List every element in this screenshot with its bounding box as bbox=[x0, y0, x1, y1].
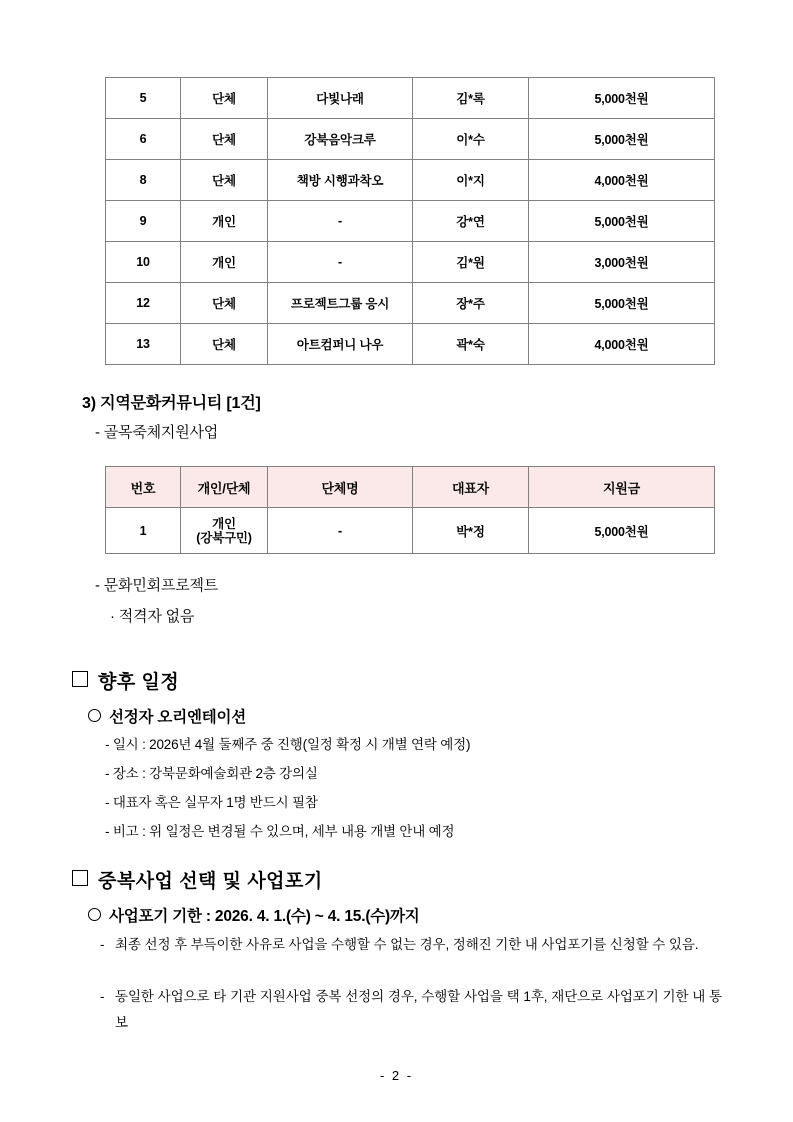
cell-type bbox=[181, 508, 268, 554]
cell-org: 프로젝트그룹 응시 bbox=[268, 283, 413, 324]
checkbox-square-icon bbox=[72, 870, 88, 886]
schedule-sub-heading bbox=[88, 705, 246, 727]
col-header-no: 번호 bbox=[106, 467, 181, 508]
cell-type-line2: (강북구민) bbox=[196, 530, 252, 545]
cell-no: 13 bbox=[106, 324, 181, 365]
schedule-section-heading-label: 향후 일정 bbox=[98, 672, 180, 693]
section-3-subitem-2-note: · 적격자 없음 bbox=[110, 608, 195, 625]
circle-bullet-icon bbox=[88, 709, 101, 722]
cell-amount: 5,000천원 bbox=[529, 119, 715, 160]
cell-no: 9 bbox=[106, 201, 181, 242]
cell-rep: 이*지 bbox=[413, 160, 529, 201]
cell-rep: 이*수 bbox=[413, 119, 529, 160]
withdraw-section-heading bbox=[72, 866, 323, 893]
table-2 bbox=[105, 466, 715, 554]
cell-no: 10 bbox=[106, 242, 181, 283]
section-3-subitem-2: - 문화민회프로젝트 bbox=[95, 577, 219, 594]
table-1-body bbox=[106, 78, 715, 365]
cell-org: 강북음악크루 bbox=[268, 119, 413, 160]
cell-rep: 박*정 bbox=[413, 508, 529, 554]
col-header-org: 단체명 bbox=[268, 467, 413, 508]
col-header-type: 개인/단체 bbox=[181, 467, 268, 508]
cell-type: 개인 bbox=[181, 201, 268, 242]
cell-no: 8 bbox=[106, 160, 181, 201]
cell-type: 단체 bbox=[181, 283, 268, 324]
dash-bullet-icon: - bbox=[100, 937, 105, 952]
section-3-heading: 3) 지역문화커뮤니티 [1건] bbox=[82, 395, 261, 412]
schedule-item-4: - 비고 : 위 일정은 변경될 수 있으며, 세부 내용 개별 안내 예정 bbox=[105, 824, 455, 839]
table-row bbox=[106, 119, 715, 160]
cell-type: 단체 bbox=[181, 78, 268, 119]
schedule-item-3: - 대표자 혹은 실무자 1명 반드시 필참 bbox=[105, 795, 318, 810]
cell-org: 아트컴퍼니 나우 bbox=[268, 324, 413, 365]
col-header-amount: 지원금 bbox=[529, 467, 715, 508]
table-row bbox=[106, 283, 715, 324]
col-header-rep: 대표자 bbox=[413, 467, 529, 508]
cell-org: 다빛나래 bbox=[268, 78, 413, 119]
table-row bbox=[106, 160, 715, 201]
page-number: - 2 - bbox=[379, 1068, 414, 1083]
withdraw-sub-heading-label: 사업포기 기한 : 2026. 4. 1.(수) ~ 4. 15.(수)까지 bbox=[109, 908, 420, 925]
withdraw-item-2 bbox=[100, 984, 722, 1036]
withdraw-item-1-text: 최종 선정 후 부득이한 사유로 사업을 수행할 수 없는 경우, 정해진 기한 내 사업포기를 신청할 수 있음. bbox=[115, 937, 699, 952]
cell-org: - bbox=[268, 508, 413, 554]
withdraw-section-heading-label: 중복사업 선택 및 사업포기 bbox=[98, 871, 323, 892]
cell-org: - bbox=[268, 242, 413, 283]
cell-amount: 5,000천원 bbox=[529, 201, 715, 242]
schedule-item-2: - 장소 : 강북문화예술회관 2층 강의실 bbox=[105, 766, 318, 781]
table-row bbox=[106, 78, 715, 119]
cell-no: 12 bbox=[106, 283, 181, 324]
cell-amount: 5,000천원 bbox=[529, 78, 715, 119]
cell-type-line1: 개인 bbox=[212, 516, 236, 531]
table-2-body bbox=[106, 508, 715, 554]
schedule-section-heading bbox=[72, 667, 179, 694]
section-3-subitem-1: - 골목죽체지원사업 bbox=[95, 424, 219, 441]
cell-rep: 곽*숙 bbox=[413, 324, 529, 365]
cell-type: 개인 bbox=[181, 242, 268, 283]
schedule-sub-heading-label: 선정자 오리엔테이션 bbox=[109, 709, 247, 726]
cell-type: 단체 bbox=[181, 324, 268, 365]
selection-results-table-continued bbox=[105, 77, 714, 365]
community-results-table bbox=[105, 466, 714, 554]
cell-rep: 강*연 bbox=[413, 201, 529, 242]
circle-bullet-icon bbox=[88, 908, 101, 921]
table-row bbox=[106, 201, 715, 242]
cell-rep: 김*원 bbox=[413, 242, 529, 283]
cell-rep: 김*록 bbox=[413, 78, 529, 119]
cell-org: - bbox=[268, 201, 413, 242]
cell-org: 책방 시행과착오 bbox=[268, 160, 413, 201]
cell-rep: 장*주 bbox=[413, 283, 529, 324]
table-2-head bbox=[106, 467, 715, 508]
cell-no: 5 bbox=[106, 78, 181, 119]
cell-type: 단체 bbox=[181, 119, 268, 160]
checkbox-square-icon bbox=[72, 671, 88, 687]
withdraw-item-2-text: 동일한 사업으로 타 기관 지원사업 중복 선정의 경우, 수행할 사업을 택 1후, 재단으로 사업포기 기한 내 통보 bbox=[115, 989, 722, 1030]
dash-bullet-icon: - bbox=[100, 989, 105, 1004]
cell-no: 6 bbox=[106, 119, 181, 160]
cell-no: 1 bbox=[106, 508, 181, 554]
cell-amount: 5,000천원 bbox=[529, 508, 715, 554]
table-header-row bbox=[106, 467, 715, 508]
table-1 bbox=[105, 77, 715, 365]
schedule-item-1: - 일시 : 2026년 4월 둘째주 중 진행(일정 확정 시 개별 연락 예정) bbox=[105, 737, 471, 752]
withdraw-sub-heading bbox=[88, 904, 420, 926]
cell-amount: 5,000천원 bbox=[529, 283, 715, 324]
table-row bbox=[106, 508, 715, 554]
withdraw-item-1 bbox=[100, 932, 722, 958]
table-row bbox=[106, 324, 715, 365]
cell-amount: 4,000천원 bbox=[529, 160, 715, 201]
table-row bbox=[106, 242, 715, 283]
cell-amount: 4,000천원 bbox=[529, 324, 715, 365]
cell-type: 단체 bbox=[181, 160, 268, 201]
cell-amount: 3,000천원 bbox=[529, 242, 715, 283]
